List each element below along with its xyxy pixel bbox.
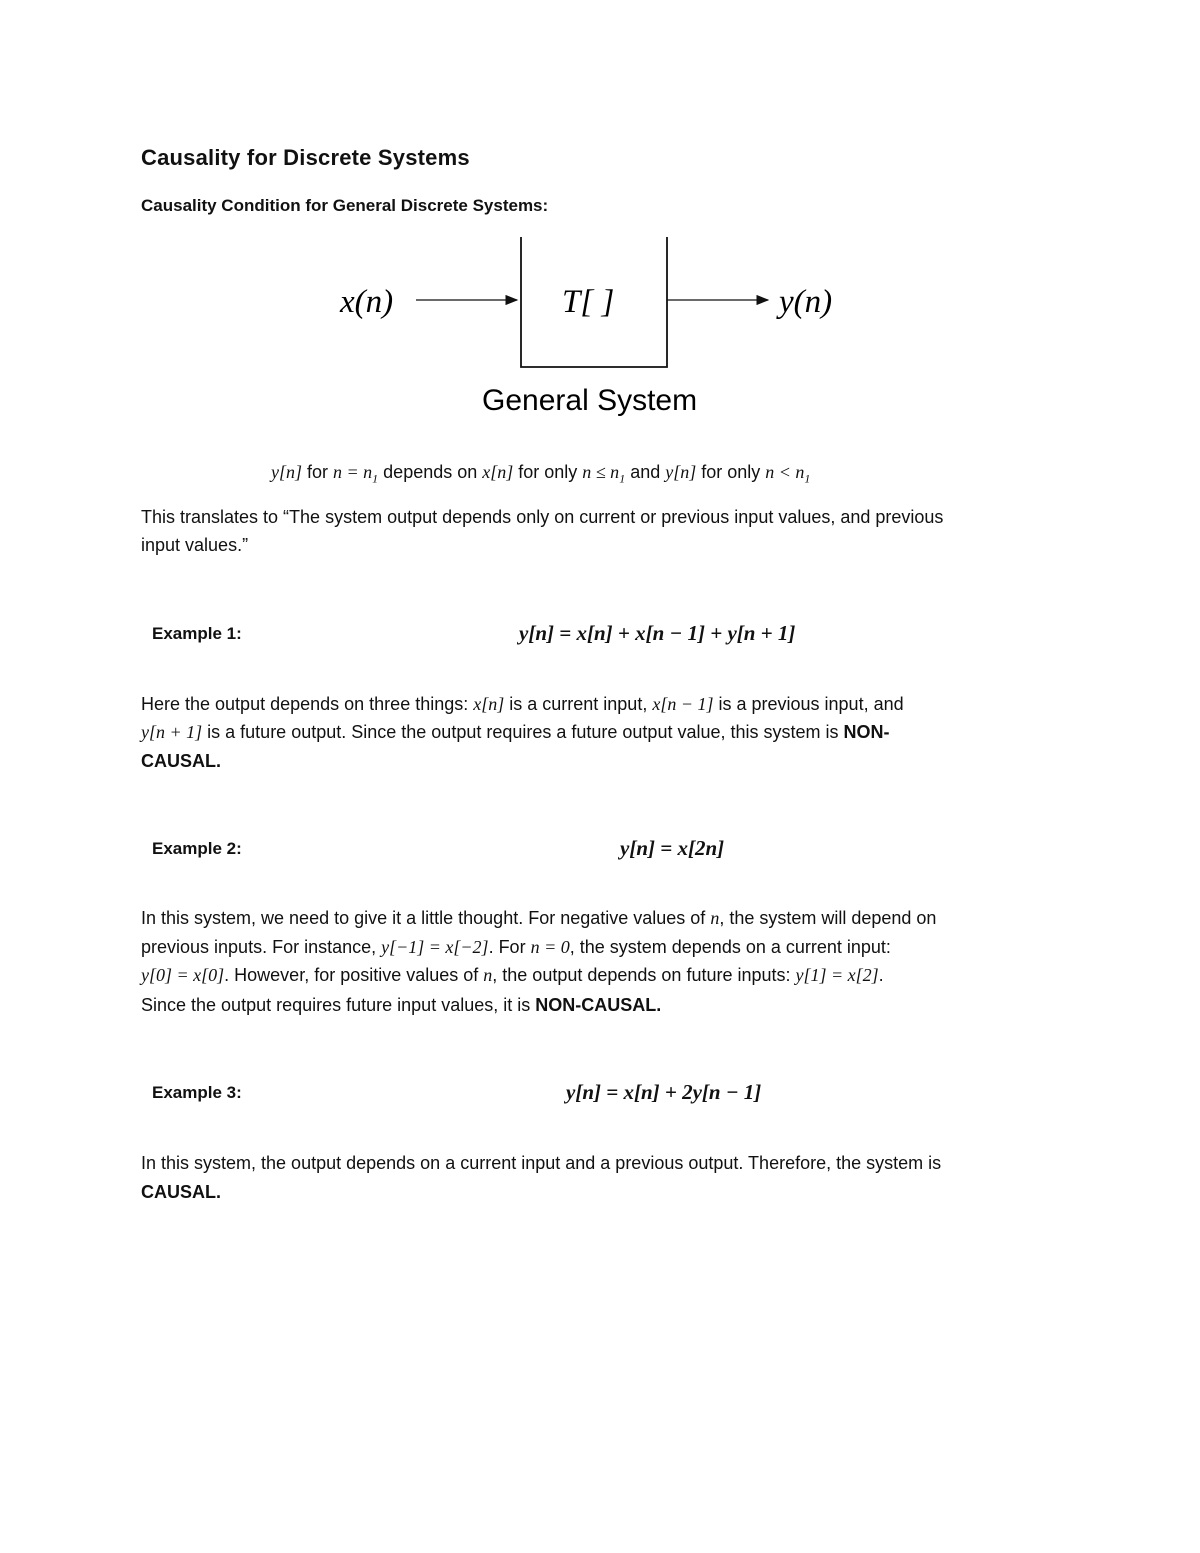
example-3-label: Example 3: bbox=[152, 1083, 242, 1102]
condition-text-1: for bbox=[302, 462, 334, 482]
condition-text-2: depends on bbox=[378, 462, 483, 482]
causality-condition bbox=[271, 462, 810, 487]
example-1-equation: y[n] = x[n] + x[n − 1] + y[n + 1] bbox=[519, 621, 796, 645]
condition-sub-2: 1 bbox=[619, 471, 626, 486]
condition-math-5: y[n] bbox=[665, 462, 697, 482]
section-subtitle: Causality Condition for General Discrete Systems: bbox=[141, 196, 549, 215]
page-title: Causality for Discrete Systems bbox=[141, 145, 470, 170]
example-3-text-line-1: In this system, the output depends on a current input and a previous output. Therefore, the system is bbox=[141, 1153, 942, 1173]
condition-text-4: and bbox=[625, 462, 666, 482]
example-3-equation: y[n] = x[n] + 2y[n − 1] bbox=[566, 1080, 762, 1104]
condition-math-6: n < n bbox=[765, 462, 805, 482]
example-1-text-line-2: y[n + 1] is a future output. Since the output requires a future output value, this system is NON- bbox=[141, 722, 890, 742]
example-1-label: Example 1: bbox=[152, 624, 242, 643]
condition-math-4: n ≤ n bbox=[582, 462, 620, 482]
condition-math-2: n = n bbox=[333, 462, 373, 482]
example-2-text-line-2: previous inputs. For instance, y[−1] = x[−2]. For n = 0, the system depends on a current input: bbox=[141, 937, 891, 957]
block-label: T[ ] bbox=[562, 284, 615, 320]
example-2-label: Example 2: bbox=[152, 839, 242, 858]
example-2-equation: y[n] = x[2n] bbox=[620, 836, 725, 860]
translation-line-1: This translates to “The system output depends only on current or previous input values, and previous bbox=[141, 507, 944, 527]
example-2-text-line-3: y[0] = x[0]. However, for positive values of n, the output depends on future inputs: y[1] = x[2]. bbox=[141, 965, 884, 985]
diagram-caption: General System bbox=[482, 384, 698, 417]
condition-math-3: x[n] bbox=[482, 462, 514, 482]
translation-line-2: input values.” bbox=[141, 535, 249, 555]
input-label: x(n) bbox=[340, 284, 394, 320]
general-system-diagram bbox=[0, 0, 1200, 430]
output-label: y(n) bbox=[779, 284, 833, 320]
example-1-text-line-1: Here the output depends on three things: x[n] is a current input, x[n − 1] is a previous input, and bbox=[141, 694, 904, 714]
example-2-text-line-1: In this system, we need to give it a little thought. For negative values of n, the system will depend on bbox=[141, 908, 937, 928]
example-1-text-line-3: CAUSAL. bbox=[141, 751, 221, 771]
condition-text-5: for only bbox=[696, 462, 766, 482]
condition-sub-3: 1 bbox=[804, 471, 811, 486]
example-3-text-line-2: CAUSAL. bbox=[141, 1182, 221, 1202]
condition-text-3: for only bbox=[513, 462, 583, 482]
condition-sub-1: 1 bbox=[372, 471, 379, 486]
example-2-text-line-4: Since the output requires future input values, it is NON-CAUSAL. bbox=[141, 995, 662, 1015]
condition-math-1: y[n] bbox=[271, 462, 302, 482]
